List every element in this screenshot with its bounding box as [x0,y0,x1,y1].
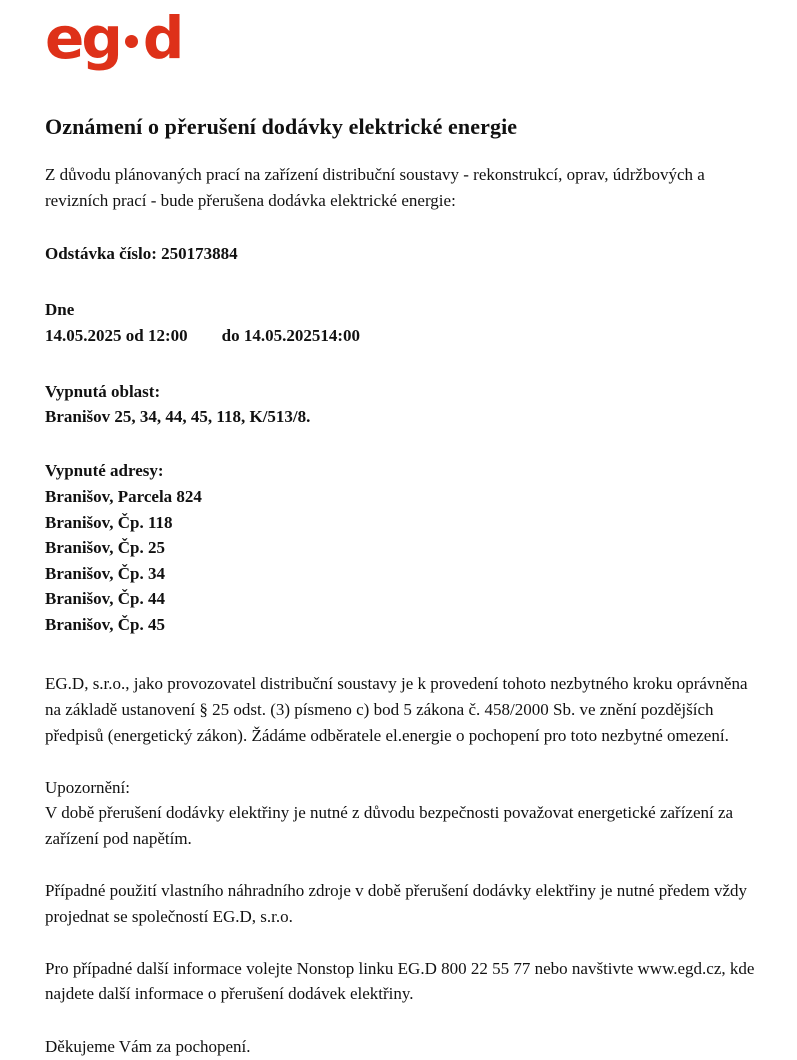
logo-text-right: d [142,4,182,72]
notice-text: V době přerušení dodávky elektřiny je nutné z důvodu bezpečnosti považovat energetické zařízení za zařízení pod napětím. [45,803,734,849]
page-title: Oznámení o přerušení dodávky elektrické energie [45,114,518,139]
notice-heading: Upozornění: [45,777,130,797]
list-item: Branišov, Čp. 44 [45,589,165,609]
legal-paragraph: EG.D, s.r.o., jako provozovatel distribuční soustavy je k provedení tohoto nezbytného kroku oprávněna na základě ustanovení § 25 odst. (3) písmeno c) bod 5 zákona č. 458/2000 Sb. ve znění pozdějších předpisů (energetický zákon). Žádáme odběratele el.energie o pochopení pro toto nezbytné omezení. [45,674,748,745]
egd-logo-mark [45,4,182,72]
egd-logo [45,0,755,72]
date-from: 14.05.2025 od 12:00 [45,325,188,345]
contact-paragraph: Pro případné další informace volejte Nonstop linku EG.D 800 22 55 77 nebo navštivte www.egd.cz, kde najdete další informace o přerušení dodávek elektřiny. [45,958,755,1004]
list-item: Branišov, Čp. 118 [45,512,173,532]
document-content [45,0,755,1060]
backup-source-paragraph: Případné použití vlastního náhradního zdroje v době přerušení dodávky elektřiny je nutné předem vždy projednat se společností EG.D, s.r.o. [45,880,747,926]
list-item: Branišov, Čp. 45 [45,614,165,634]
date-heading: Dne [45,299,75,319]
area-heading: Vypnutá oblast: [45,381,161,401]
intro-paragraph: Z důvodu plánovaných prací na zařízení distribuční soustavy - rekonstrukcí, oprav, údržbových a revizních prací - bude přerušena dodávka elektrické energie: [45,165,705,211]
list-item: Branišov, Čp. 25 [45,538,165,558]
thanks-paragraph: Děkujeme Vám za pochopení. [45,1037,251,1057]
notice-section [45,775,755,852]
addresses-heading: Vypnuté adresy: [45,461,164,481]
date-to: do 14.05.202514:00 [221,325,360,345]
outage-number: Odstávka číslo: 250173884 [45,244,238,264]
addresses-section [45,458,755,637]
list-item: Branišov, Čp. 34 [45,563,165,583]
area-value: Branišov 25, 34, 44, 45, 118, K/513/8. [45,407,311,427]
list-item: Branišov, Parcela 824 [45,487,202,507]
logo-text-left: eg [45,4,120,72]
date-range [45,323,755,349]
logo-dot-icon [125,35,138,48]
